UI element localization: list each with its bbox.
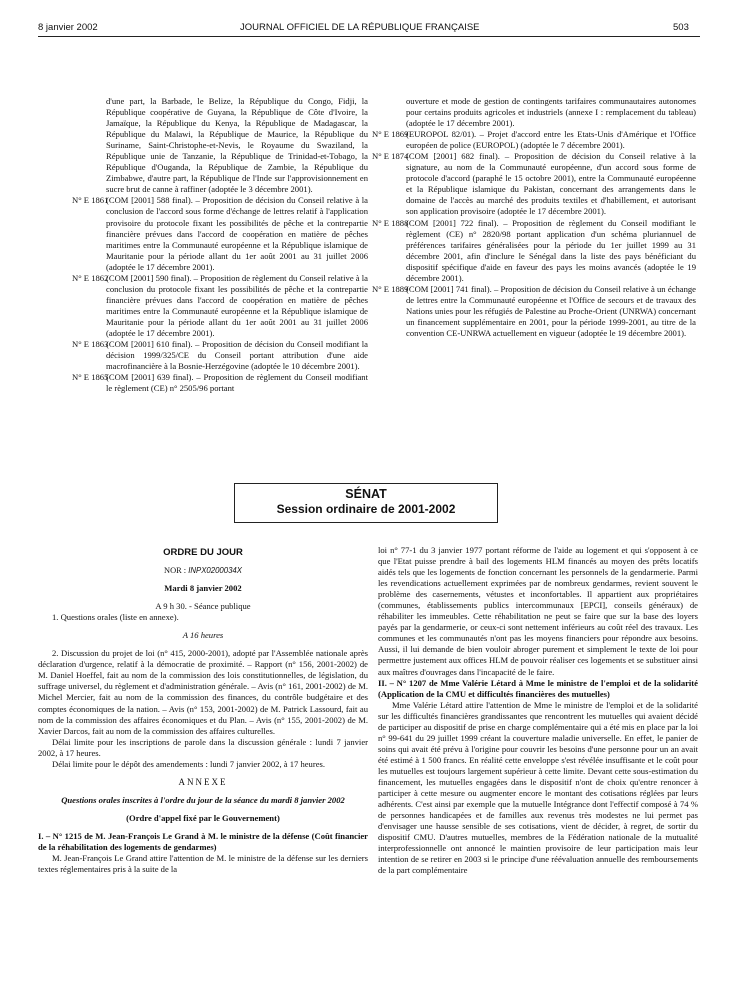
bottom-right-column (378, 545, 698, 876)
header-journal-title: JOURNAL OFFICIEL DE LA RÉPUBLIQUE FRANÇAISE (240, 22, 480, 33)
list-item (72, 195, 368, 272)
item-ref: N° E 1861 (72, 195, 109, 206)
annexe-heading: ANNEXE (178, 776, 228, 787)
question-1-text: M. Jean-François Le Grand attire l'attention de M. le ministre de la défense sur les derniers textes réglementaires pris à la suite de la (38, 853, 368, 875)
senat-title: SÉNAT (345, 487, 387, 501)
ordre-du-jour-heading: ORDRE DU JOUR (163, 547, 243, 558)
list-item (72, 272, 368, 339)
header-date: 8 janvier 2002 (38, 22, 98, 33)
item-ref: N° E 1869 (372, 129, 409, 140)
question-2-text: Mme Valérie Létard attire l'attention de Mme le ministre de l'emploi et de la solidarité sur les difficultés financières grandissantes que rencontrent les mutuelles qui avaient décidé de participer au dispositif de prise en charge complémentaire qui a été mis en place par la loi n° 99-641 du 29 juillet 1999 créant la couverture maladie universelle. En effet, le panier de soins qui avait été prévu à l'origine pour couvrir les besoins d'une personne pour un an avait été estimé à 1 500 francs. En réalité cette enveloppe s'est révélée insuffisante et le coût pour les mutuelles est toujours largement supérieur à cette limite. Devant cette sous-estimation du financement, les mutuelles engagées dans le dispositif n'ont de choix qu'entre renoncer à participer à cette mesure ou augmenter encore le montant des cotisations réglées par leurs adhérents. C'est ainsi par exemple que la mutuelle Intégrance dont l'effectif composé à 74 % de personnes handicapées et de familles aux revenus très modestes ne lui permet pas d'envisager une hausse sensible de ses cotisations, vient de décider, à regret, de sortir du dispositif CMU. D'autres mutuelles, membres de la Fédération nationale de la mutualité interprofessionnelle ont annoncé le maintien provisoire de leur participation mais leur intention de se retirer en 2003 si le principe d'une réévaluation annuelle des remboursements de la part complémentaire (378, 699, 698, 876)
item-text: (COM [2001] 590 final). – Proposition de règlement du Conseil relative à la conclusion du protocole fixant les possibilités de pêche et la contrepartie financière prévues dans l'accord de coopération en matière de pêches maritimes entre la Communauté européenne et la République islamique de Mauritanie pour la période allant du 1er août 2001 au 31 juillet 2006 (adoptée le 17 décembre 2001). (106, 272, 368, 338)
top-left-column (72, 96, 368, 394)
top-right-column (372, 96, 696, 339)
item-ref: N° E 1862 (72, 272, 109, 283)
list-item (72, 372, 368, 394)
item-ref: N° E 1865 (72, 372, 109, 383)
continuation-text: loi n° 77-1 du 3 janvier 1977 portant réforme de l'aide au logement et qui s'opposent à ce que l'Etat puisse prendre à bail des logements HLM financés au moyen des prêts locatifs aidés tels que les logements de fonction concernant les personnels de la gendarmerie. Parmi les revendications actuellement exprimées par de nombreux gendarmes, revient souvent le problème des casernements, vétustes et inconfortables. Il appartient aux propriétaires (communes, établissements publics intercommunaux [EPCI], conseils généraux) de réhabiliter les immeubles. Cette réhabilitation ne peut se faire que sur la base des loyers payés par la gendarmerie, or ceux-ci sont nettement inférieurs au coût réel des travaux. Les communes et les communautés n'ont pas les moyens financiers pour répondre aux besoins. Aussi, il lui demande de bien vouloir abroger purement et simplement le texte de loi pour permettre justement aux offices HLM de pouvoir réaliser ces logements et se substituer ainsi aux maîtres d'ouvrages dans l'incapacité de le faire. (378, 545, 698, 677)
session-time-morning: A 9 h 30. - Séance publique (155, 601, 251, 612)
item-text: (COM [2001] 639 final). – Proposition de règlement du Conseil modifiant le règlement (CE) n° 2505/96 portant (106, 372, 368, 394)
item-ref: N° E 1863 (72, 339, 109, 350)
list-item (372, 217, 696, 284)
list-item (372, 151, 696, 217)
nor-label: NOR : (164, 566, 187, 576)
question-2-subject: de Mme Valérie Létard à Mme le ministre de l'emploi et de la solidarité (Application de la CMU et difficultés financières des mutuelles) (378, 677, 698, 699)
nor-value: INPX0200034X (188, 566, 242, 576)
item-ref: N° E 1874 (372, 151, 409, 162)
question-1-title (38, 831, 368, 853)
list-item (372, 283, 696, 339)
question-2-number: II. – N° 1207 (378, 677, 427, 688)
item-text: (COM [2001] 741 final). – Proposition de décision du Conseil relative à un échange de lettres entre la Communauté européenne et l'Office de secours et de travaux des Nations unies pour les réfugiés de Palestine au Proche-Orient (UNRWA) concernant un financement supplémentaire en 2001, pour la période 1999-2001, au titre de la convention CE-UNRWA actuellement en vigueur (adoptée le 19 décembre 2001). (406, 283, 696, 338)
list-item (72, 339, 368, 372)
list-item (372, 129, 696, 151)
continuation-text: ouverture et mode de gestion de contingents tarifaires communautaires autonomes pour certains produits agricoles et industriels (annexe I : remplacement du tableau) (adoptée le 17 décembre 2001). (406, 96, 696, 129)
session-subtitle: Session ordinaire de 2001-2002 (276, 502, 456, 516)
continuation-text: d'une part, la Barbade, le Belize, la République du Congo, Fidji, la République coopérative de Guyana, la République de Côte d'Ivoire, la Jamaïque, la République du Kenya, la République de Madagascar, la République du Malawi, la République de Maurice, la République du Suriname, Saint-Christophe-et-Nevis, le Royaume du Swaziland, la République unie de Tanzanie, la République de Trinidad-et-Tobago, la République d'Ouganda, la République de Zambie, la République du Zimbabwe, d'autre part, la République de l'Inde sur l'approvisionnement en sucre brut de canne à raffiner (adoptée le 3 décembre 2001). (106, 96, 368, 195)
item-text: (EUROPOL 82/01). – Projet d'accord entre les Etats-Unis d'Amérique et l'Office européen de police (EUROPOL) (adoptée le 7 décembre 2001). (406, 129, 696, 151)
ordre-appel: (Ordre d'appel fixé par le Gouvernement) (126, 812, 280, 823)
agenda-item-2: 2. Discussion du projet de loi (n° 415, 2000-2001), adopté par l'Assemblée nationale après déclaration d'urgence, relatif à la démocratie de proximité. – Rapport (n° 156, 2001-2002) de M. Daniel Hoeffel, fait au nom de la commission des lois constitutionnelles, de législation, du suffrage universel, du règlement et d'administration générale. – Avis (n° 161, 2001-2002) de M. Michel Mercier, fait au nom de la commission des finances, du contrôle budgétaire et des comptes économiques de la nation. – Avis (n° 153, 2001-2002) de M. Patrick Lassourd, fait au nom de la commission des affaires économiques et du Plan. – Avis (n° 155, 2001-2002) de M. Xavier Darcos, fait au nom de la commission des affaires culturelles. (38, 648, 368, 736)
nor-reference (38, 565, 368, 576)
question-2-title (378, 678, 698, 700)
deadline-speakers: Délai limite pour les inscriptions de parole dans la discussion générale : lundi 7 janvier 2002, à 17 heures. (38, 736, 368, 758)
question-1-number: I. – N° 1215 (38, 830, 82, 841)
page-header (0, 20, 748, 36)
question-1-subject: de M. Jean-François Le Grand à M. le ministre de la défense (Coût financier de la réhabilitation des logements de gendarmes) (38, 830, 368, 852)
item-ref: N° E 1888 (372, 217, 409, 228)
header-page-number: 503 (673, 22, 689, 33)
session-time-afternoon: A 16 heures (182, 630, 224, 641)
agenda-item-1: 1. Questions orales (liste en annexe). (52, 612, 179, 623)
header-rule (38, 36, 700, 37)
questions-heading: Questions orales inscrites à l'ordre du jour de la séance du mardi 8 janvier 2002 (61, 794, 345, 805)
session-day: Mardi 8 janvier 2002 (164, 583, 242, 594)
item-text: (COM [2001] 682 final). – Proposition de décision du Conseil relative à la signature, au nom de la Communauté européenne, d'un accord sous forme de protocole d'accord (paraphé le 15 octobre 2001), entre la Communauté européenne et la République islamique du Pakistan, concernant des arrangements dans le domaine de l'accès au marché des produits textiles et d'habillement, et autorisant son application provisoire (adoptée le 17 décembre 2001). (406, 151, 696, 217)
deadline-amendments: Délai limite pour le dépôt des amendements : lundi 7 janvier 2002, à 17 heures. (52, 758, 326, 769)
item-text: (COM [2001] 588 final). – Proposition de décision du Conseil relative à la conclusion de l'accord sous forme d'échange de lettres relatif à l'application provisoire du protocole fixant les possibilités de pêche et la contrepartie financière prévues dans l'accord de coopération en matière de pêches maritimes entre la Communauté européenne et la République islamique de Mauritanie pour la période allant du 1er août 2001 au 31 juillet 2006 (adoptée le 17 décembre 2001). (106, 195, 368, 272)
item-text: (COM [2001] 610 final). – Proposition de décision du Conseil modifiant la décision 1999/325/CE du Conseil portant attribution d'une aide macrofinancière à la Bosnie-Herzégovine (adoptée le 10 décembre 2001). (106, 339, 368, 372)
item-ref: N° E 1889 (372, 283, 409, 294)
senat-title-box (234, 483, 498, 523)
item-text: (COM [2001] 722 final). – Proposition de règlement du Conseil modifiant le règlement (CE) n° 2820/98 portant application d'un schéma pluriannuel de préférences tarifaires généralisées pour la période du 1er juillet 1999 au 31 décembre 2001, afin d'inclure le Sénégal dans la liste des pays bénéficiant du dispositif spécifique d'aide en faveur des pays les moins avancés (adoptée le 19 décembre 2001). (406, 217, 696, 283)
bottom-left-column (38, 545, 368, 875)
